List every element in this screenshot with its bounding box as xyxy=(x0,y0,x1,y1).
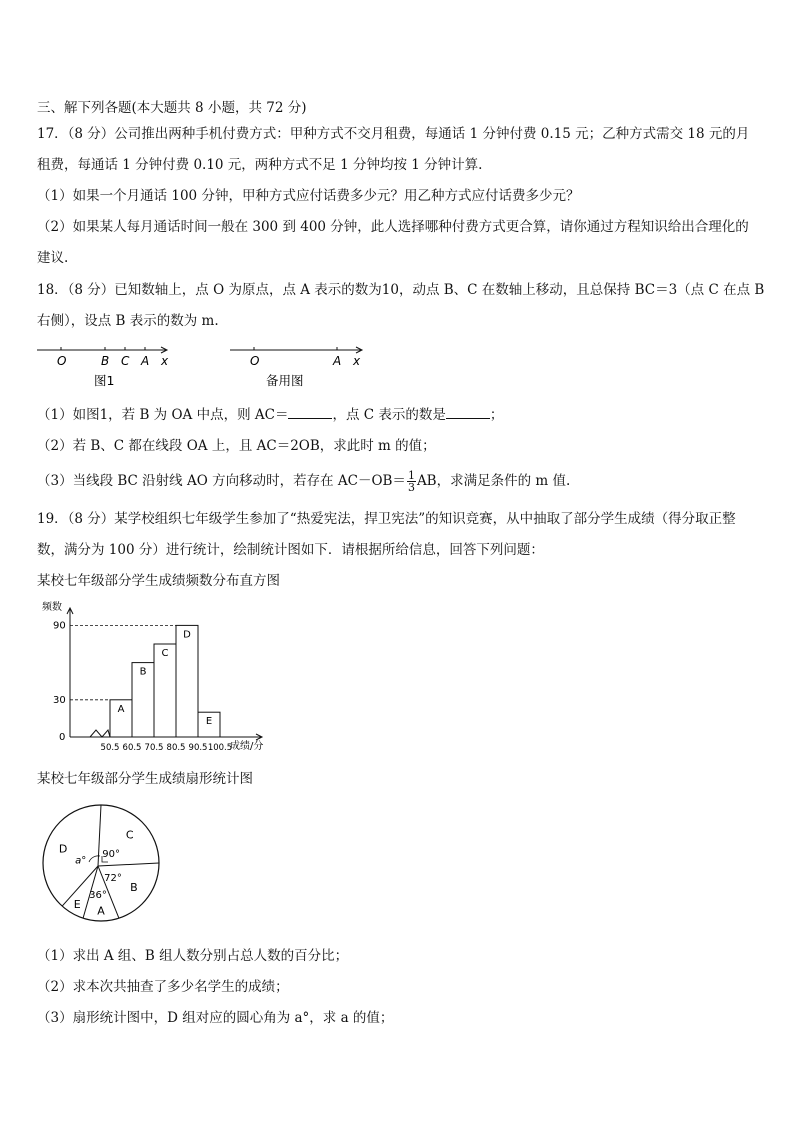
fig1-point-c: C xyxy=(121,354,130,368)
fraction-one-third xyxy=(407,470,416,493)
pie-slice-label: A xyxy=(97,904,105,918)
y-tick-label: 30 xyxy=(53,694,66,706)
fig1-point-b: B xyxy=(101,354,110,368)
answer-blank-c[interactable] xyxy=(446,406,490,419)
answer-blank-ac[interactable] xyxy=(288,406,332,419)
number-line-figures xyxy=(30,340,380,392)
pie-slice-label: E xyxy=(73,898,81,912)
q19-line2: 数，满分为 100 分）进行统计，绘制统计图如下．请根据所给信息，回答下列问题： xyxy=(37,542,544,558)
x-tick-label: 70.5 xyxy=(144,743,164,753)
histogram-title: 某校七年级部分学生成绩频数分布直方图 xyxy=(37,573,280,589)
q18-part2: （2）若 B、C 都在线段 OA 上，且 AC＝2OB，求此时 m 的值； xyxy=(37,438,436,454)
q17-line2: 租费，每通话 1 分钟付费 0.10 元，两种方式不足 1 分钟均按 1 分钟计算. xyxy=(37,157,483,173)
y-axis-label: 频数 xyxy=(42,602,62,613)
x-tick-label: 50.5 xyxy=(100,743,120,753)
q17-part2b: 建议. xyxy=(37,250,69,266)
pie-chart-title: 某校七年级部分学生成绩扇形统计图 xyxy=(37,771,253,787)
section-title: 三、解下列各题(本大题共 8 小题，共 72 分) xyxy=(37,100,307,116)
q18-part3-a: （3）当线段 BC 沿射线 AO 方向移动时，若存在 AC－OB＝ xyxy=(37,473,406,489)
q18-part1-c: ； xyxy=(489,407,504,423)
q18-part1 xyxy=(37,406,503,424)
fig1-caption: 图1 xyxy=(94,373,115,388)
fig2-axis-label: x xyxy=(353,354,361,368)
x-tick-label: 100.5 xyxy=(207,743,233,753)
q17-part1: （1）如果一个月通话 100 分钟，甲种方式应付话费多少元？用乙种方式应付话费多少元？ xyxy=(37,188,580,204)
q17-line1: 17．（8 分）公司推出两种手机付费方式：甲种方式不交月租费，每通话 1 分钟付费 0.15 元；乙种方式需交 18 元的月 xyxy=(37,126,750,142)
pie-angle-label: 36° xyxy=(89,889,107,901)
q18-part1-a: （1）如图1，若 B 为 OA 中点，则 AC＝ xyxy=(37,407,289,423)
y-tick-label: 90 xyxy=(53,620,66,632)
histogram-bar xyxy=(176,625,198,737)
bar-category-label: E xyxy=(205,716,213,728)
bar-category-label: A xyxy=(117,703,125,715)
fig1-axis-label: x xyxy=(161,354,169,368)
x-axis-label: 成绩/分 xyxy=(230,741,264,752)
fig2-caption: 备用图 xyxy=(266,373,304,388)
number-line-fig2 xyxy=(230,347,362,388)
q18-line1: 18．（8 分）已知数轴上，点 O 为原点，点 A 表示的数为10，动点 B、C 在数轴上移动，且总保持 BC＝3（点 C 在点 B xyxy=(37,282,765,298)
pie-slice-boundary xyxy=(98,863,159,866)
pie-angle-label: 72° xyxy=(104,872,122,884)
q19-part3: （3）扇形统计图中，D 组对应的圆心角为 a°，求 a 的值； xyxy=(37,1010,394,1026)
q19-part2: （2）求本次共抽查了多少名学生的成绩； xyxy=(37,979,289,995)
pie-slice-boundary xyxy=(98,805,101,866)
x-tick-label: 90.5 xyxy=(188,743,208,753)
pie-slice-label: D xyxy=(58,842,68,856)
x-tick-label: 60.5 xyxy=(122,743,142,753)
y-tick-label: 0 xyxy=(59,732,66,743)
q17-part2a: （2）如果某人每月通话时间一般在 300 到 400 分钟，此人选择哪种付费方式更合算，请你通过方程知识给出合理化的 xyxy=(37,219,749,235)
fig1-point-o: O xyxy=(57,354,67,368)
pie-angle-label: 90° xyxy=(102,848,120,860)
bar-category-label: B xyxy=(139,666,147,678)
bar-category-label: C xyxy=(161,648,169,659)
q18-part1-b: ，点 C 表示的数是 xyxy=(332,407,446,423)
pie-angle-label: a° xyxy=(75,855,87,867)
fraction-numerator: 1 xyxy=(407,469,415,482)
fig2-point-a: A xyxy=(333,354,342,368)
q18-part3 xyxy=(37,467,570,495)
q19-part1: （1）求出 A 组、B 组人数分别占总人数的百分比； xyxy=(37,948,349,964)
frequency-histogram xyxy=(34,598,294,758)
axis-break-mark xyxy=(90,730,110,737)
q18-line2: 右侧），设点 B 表示的数为 m. xyxy=(37,313,219,329)
fig1-point-a: A xyxy=(141,354,150,368)
pie-slice-label: B xyxy=(130,880,138,894)
fig2-point-o: O xyxy=(250,354,260,368)
q18-part3-b: AB，求满足条件的 m 值. xyxy=(416,473,571,489)
q19-line1: 19．（8 分）某学校组织七年级学生参加了“热爱宪法，捍卫宪法”的知识竞赛，从中抽取了部分学生成绩（得分取正整 xyxy=(37,511,736,527)
x-tick-label: 80.5 xyxy=(166,743,186,753)
number-line-fig1 xyxy=(37,347,169,388)
sector-pie-chart xyxy=(38,800,168,930)
fraction-denominator: 3 xyxy=(407,481,415,494)
bar-category-label: D xyxy=(183,629,191,641)
pie-slice-label: C xyxy=(125,828,134,842)
